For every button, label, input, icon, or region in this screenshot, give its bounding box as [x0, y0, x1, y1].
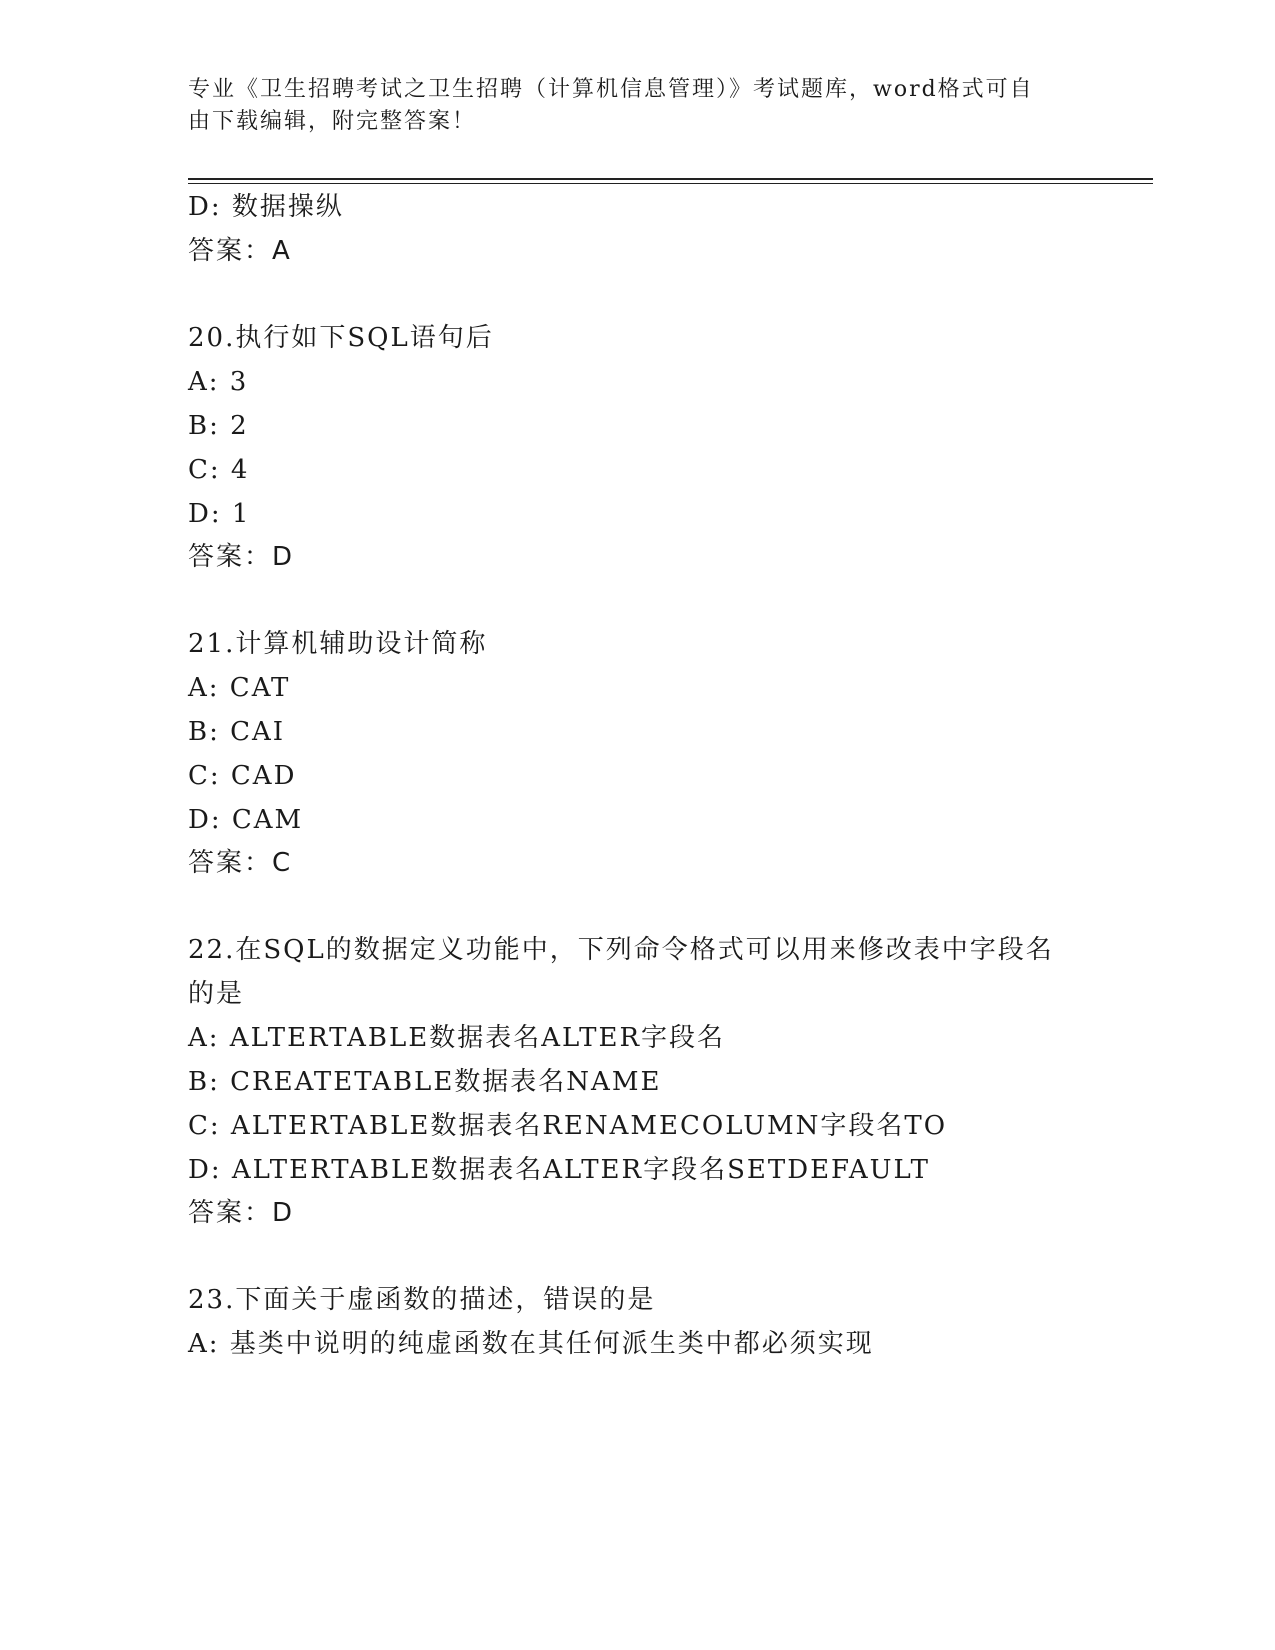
question-23-stem: 23.下面关于虚函数的描述，错误的是	[188, 1285, 656, 1315]
question-20-option-a: A: 3	[188, 367, 249, 397]
question-20-answer: 答案：D	[188, 542, 295, 572]
question-22-option-d: D: ALTERTABLE数据表名ALTER字段名SETDEFAULT	[188, 1155, 931, 1185]
question-23-option-a: A: 基类中说明的纯虚函数在其任何派生类中都必须实现	[188, 1329, 874, 1359]
header-line-1: 专业《卫生招聘考试之卫生招聘（计算机信息管理）》考试题库，word格式可自	[188, 77, 1034, 102]
prev-option-d: D: 数据操纵	[188, 192, 344, 222]
question-20-option-d: D: 1	[188, 499, 251, 529]
question-22-option-c: C: ALTERTABLE数据表名RENAMECOLUMN字段名TO	[188, 1111, 948, 1141]
question-20-option-c: C: 4	[188, 455, 250, 485]
question-22-stem-line-2: 的是	[188, 979, 245, 1009]
document-header	[188, 74, 1078, 138]
header-rule-thick	[188, 178, 1153, 180]
question-22-option-b: B: CREATETABLE数据表名NAME	[188, 1067, 662, 1097]
question-22-stem-line-1: 22.在SQL的数据定义功能中，下列命令格式可以用来修改表中字段名	[188, 935, 1054, 965]
question-20-option-b: B: 2	[188, 411, 249, 441]
question-22-option-a: A: ALTERTABLE数据表名ALTER字段名	[188, 1023, 726, 1053]
header-line-2: 由下载编辑，附完整答案！	[188, 109, 477, 134]
question-21-answer: 答案：C	[188, 848, 293, 878]
question-20-stem: 20.执行如下SQL语句后	[188, 323, 494, 353]
prev-answer: 答案：A	[188, 236, 292, 266]
question-21-option-a: A: CAT	[188, 673, 291, 703]
question-21-option-b: B: CAI	[188, 717, 286, 747]
question-21-option-c: C: CAD	[188, 761, 297, 791]
question-22-answer: 答案：D	[188, 1198, 295, 1228]
question-21-stem: 21.计算机辅助设计简称	[188, 629, 488, 659]
question-21-option-d: D: CAM	[188, 805, 304, 835]
header-rule-thin	[188, 183, 1153, 184]
